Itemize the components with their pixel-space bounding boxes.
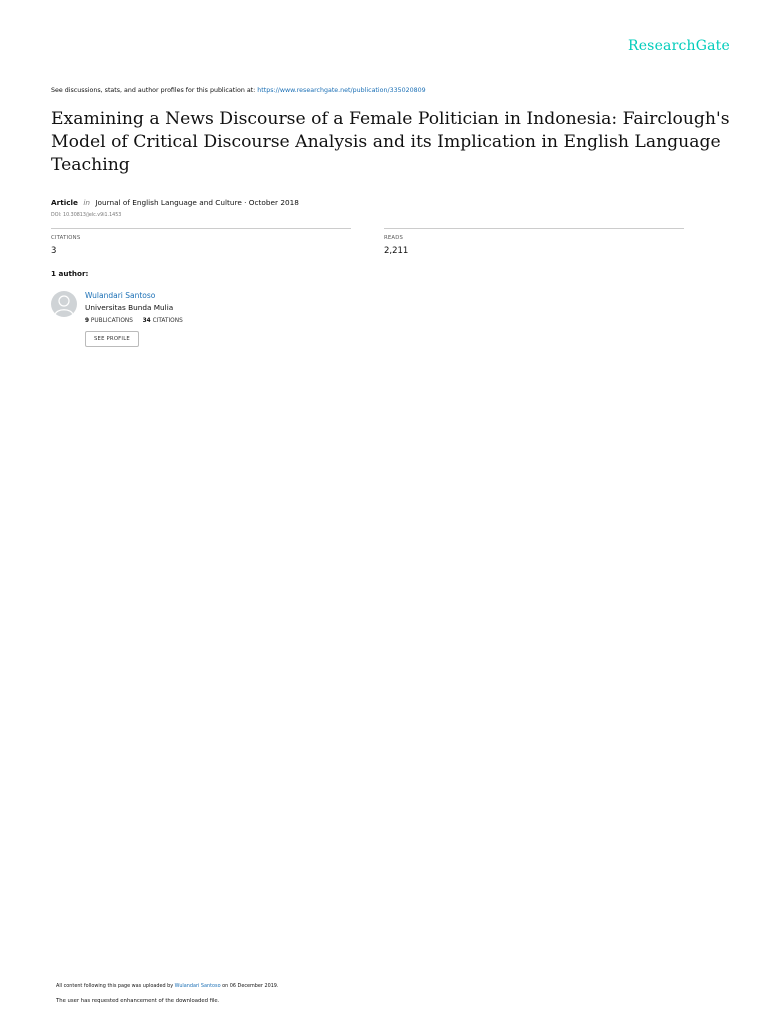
discussion-prefix: See discussions, stats, and author profiles for this publication at: <box>51 87 258 94</box>
upload-prefix: All content following this page was uploaded by <box>56 983 175 989</box>
authors-heading: 1 author: <box>51 269 89 278</box>
doi: DOI: 10.30813/jelc.v9i1.1453 <box>51 213 122 218</box>
author-stats <box>85 318 183 324</box>
upload-note <box>56 983 278 989</box>
author-institution: Universitas Bunda Mulia <box>85 303 174 312</box>
citations-label: CITATIONS <box>51 235 81 241</box>
citations-value: 3 <box>51 246 57 256</box>
citations-stat <box>51 228 351 256</box>
reads-stat <box>384 228 684 256</box>
reads-value: 2,211 <box>384 246 409 256</box>
see-profile-button[interactable]: SEE PROFILE <box>85 331 139 347</box>
author-publications-label: PUBLICATIONS <box>90 318 133 324</box>
author-card <box>85 291 183 347</box>
publication-type: Article <box>51 198 79 207</box>
author-publications-count: 9 <box>85 318 90 324</box>
enhancement-note: The user has requested enhancement of the downloaded file. <box>56 998 220 1004</box>
publication-title: Examining a News Discourse of a Female Politician in Indonesia: Fairclough's Model of Critical Discourse Analysis and its Implication in English Language Teaching <box>51 109 730 175</box>
meta-in: in <box>83 198 90 207</box>
publication-link[interactable]: https://www.researchgate.net/publication/335020809 <box>257 87 426 94</box>
publication-meta <box>51 198 299 207</box>
avatar[interactable] <box>51 291 77 317</box>
uploader-link[interactable]: Wulandari Santoso <box>174 983 221 989</box>
author-name-link[interactable]: Wulandari Santoso <box>85 291 156 300</box>
journal-name: Journal of English Language and Culture · October 2018 <box>95 198 299 207</box>
user-silhouette-icon <box>51 291 77 317</box>
researchgate-logo[interactable]: ResearchGate <box>627 38 730 54</box>
reads-label: READS <box>384 235 404 241</box>
author-citations-label: CITATIONS <box>152 318 183 324</box>
upload-suffix: on 06 December 2019. <box>220 983 279 989</box>
author-citations-count: 34 <box>142 318 151 324</box>
discussion-line <box>51 87 426 94</box>
